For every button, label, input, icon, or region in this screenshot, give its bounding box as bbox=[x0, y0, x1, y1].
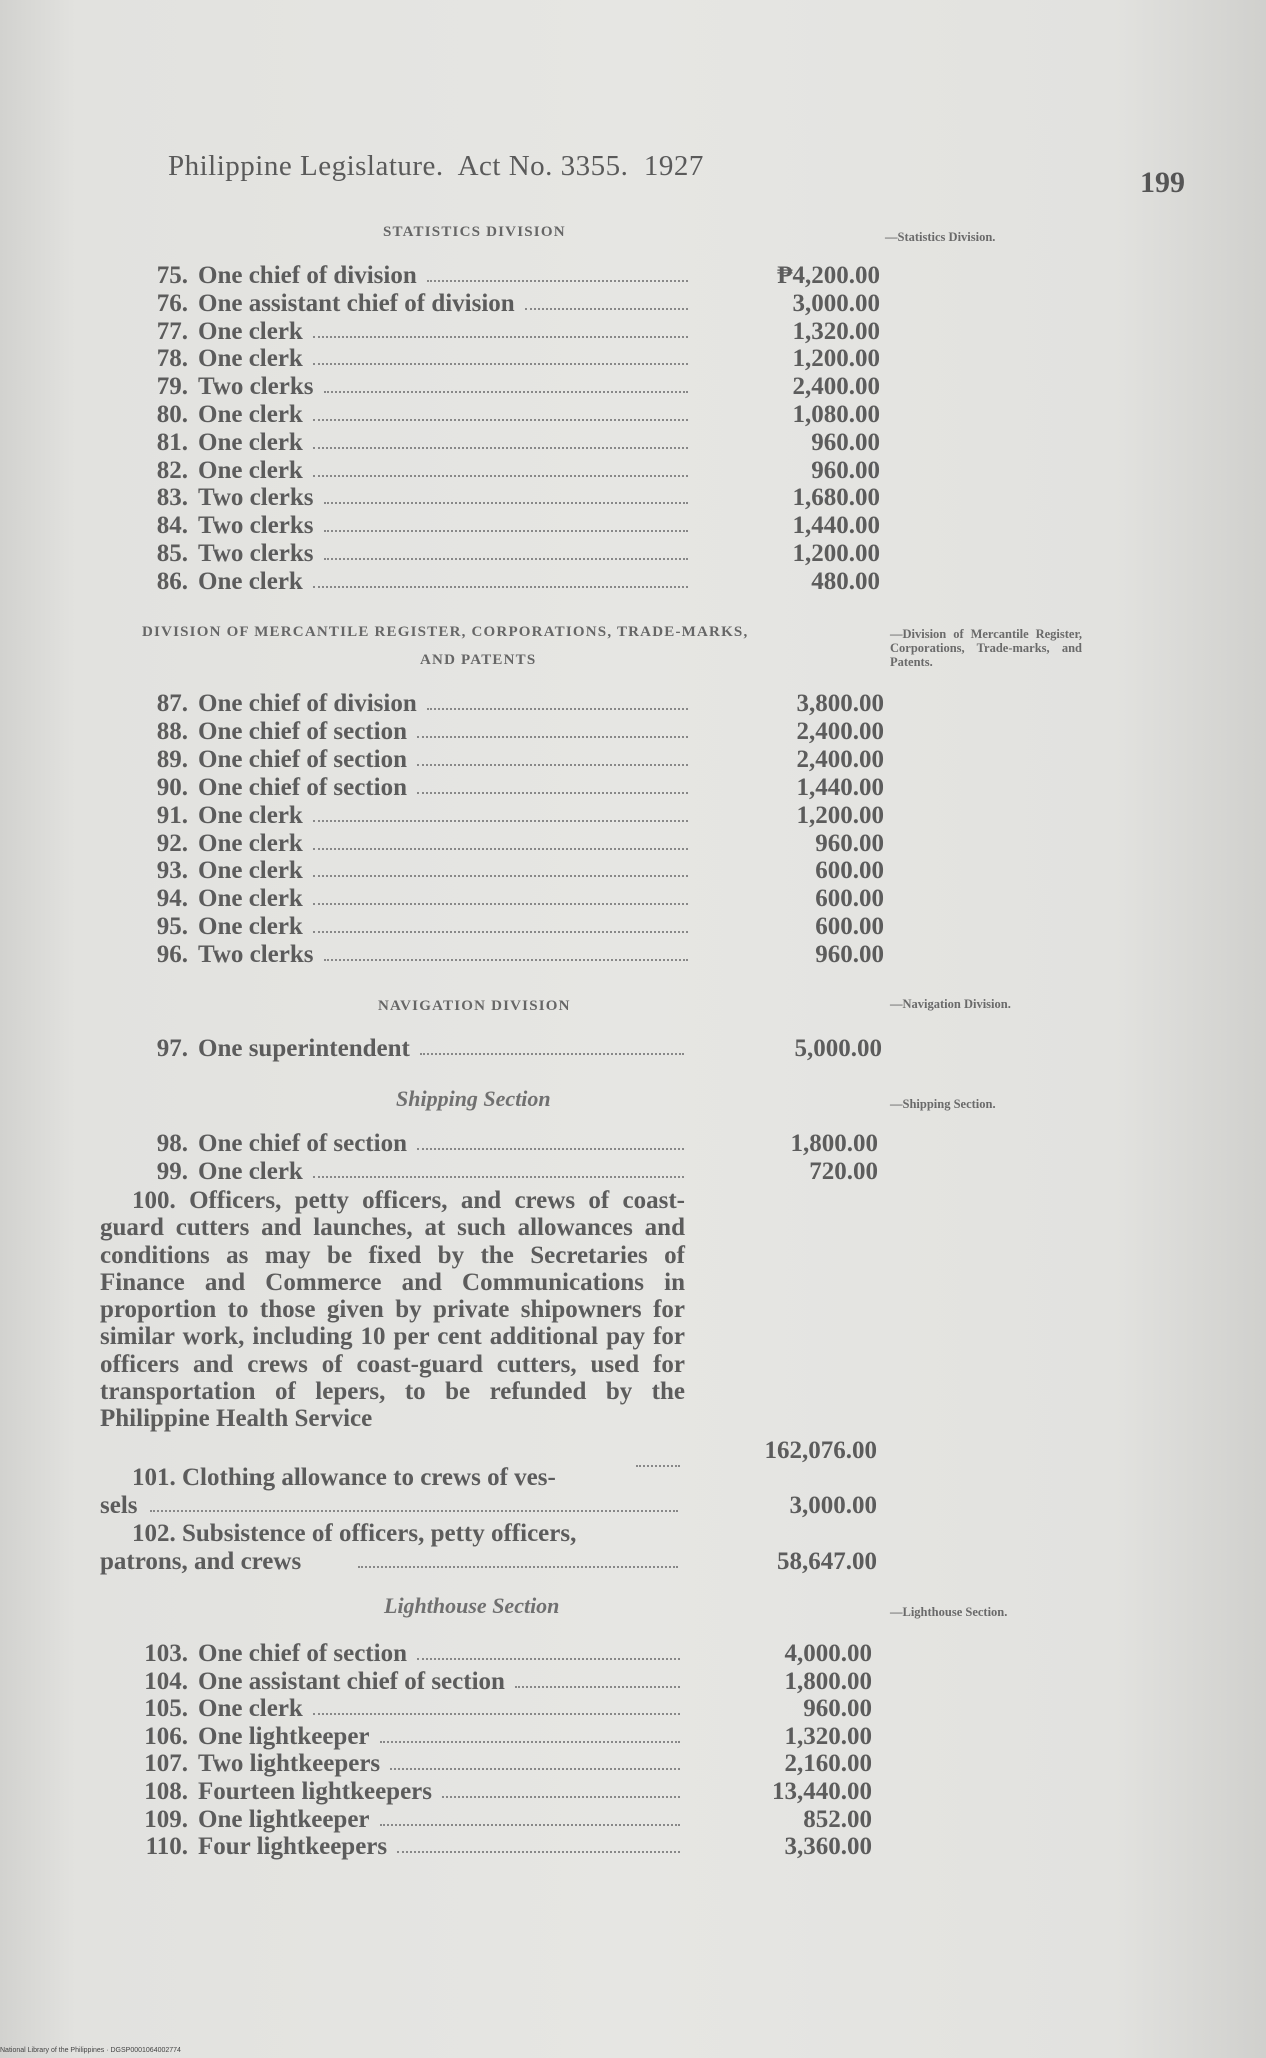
item-number: 78. bbox=[156, 345, 188, 373]
item-description: One clerk bbox=[198, 428, 303, 456]
item-amount: 1,440.00 bbox=[792, 512, 880, 540]
line-item bbox=[142, 1723, 902, 1751]
item-102-line2: patrons, and crews bbox=[100, 1548, 302, 1575]
item-number: 89. bbox=[156, 745, 188, 773]
item-amount: 960.00 bbox=[811, 456, 880, 484]
item-number: 91. bbox=[156, 801, 188, 829]
item-description: One chief of division bbox=[198, 690, 417, 717]
dot-leader bbox=[313, 1176, 684, 1178]
item-description: One clerk bbox=[198, 345, 303, 373]
lighthouse-section-title: Lighthouse Section bbox=[384, 1593, 560, 1618]
item-description: One lightkeeper bbox=[198, 1805, 370, 1833]
item-number: 81. bbox=[156, 428, 188, 456]
item-102-line1: 102. Subsistence of officers, petty officers, bbox=[132, 1520, 577, 1547]
item-amount: 1,200.00 bbox=[796, 801, 884, 829]
dot-leader bbox=[313, 903, 688, 905]
page-number: 199 bbox=[1140, 166, 1185, 199]
item-description: One clerk bbox=[198, 829, 303, 857]
item-description: One chief of section bbox=[198, 1640, 407, 1667]
dot-leader bbox=[442, 1796, 680, 1798]
item-description: One clerk bbox=[198, 885, 303, 913]
line-item bbox=[142, 802, 902, 830]
dot-leader bbox=[417, 1148, 684, 1150]
item-amount: ₱4,200.00 bbox=[777, 262, 880, 289]
dot-leader bbox=[313, 336, 688, 338]
item-101-leader bbox=[150, 1510, 678, 1512]
statistics-division-title: STATISTICS DIVISION bbox=[383, 224, 566, 240]
item-number: 79. bbox=[156, 373, 188, 401]
item-description: Two clerks bbox=[198, 540, 314, 567]
dot-leader bbox=[313, 586, 688, 588]
item-amount: 1,680.00 bbox=[792, 484, 880, 512]
dot-leader bbox=[313, 447, 688, 449]
line-item bbox=[142, 429, 902, 457]
item-number: 82. bbox=[156, 456, 188, 484]
item-amount: 3,000.00 bbox=[792, 289, 880, 317]
item-102-leader bbox=[358, 1566, 678, 1568]
item-amount: 1,080.00 bbox=[792, 401, 880, 428]
dot-leader bbox=[417, 1658, 680, 1660]
item-description: Two clerks bbox=[198, 484, 314, 512]
item-description: Two clerks bbox=[198, 941, 314, 969]
line-item bbox=[142, 1695, 902, 1723]
dot-leader bbox=[313, 820, 688, 822]
line-item bbox=[142, 401, 902, 429]
statistics-margin-note: —Statistics Division. bbox=[885, 230, 996, 244]
item-100-amount: 162,076.00 bbox=[764, 1437, 877, 1464]
dot-leader bbox=[324, 530, 689, 532]
line-item bbox=[142, 941, 902, 969]
item-description: One assistant chief of section bbox=[198, 1667, 505, 1695]
item-number: 105. bbox=[144, 1695, 188, 1723]
item-number: 77. bbox=[156, 317, 188, 345]
line-item bbox=[142, 913, 902, 941]
item-number: 110. bbox=[145, 1833, 188, 1861]
item-description: One clerk bbox=[198, 1695, 303, 1723]
item-amount: 1,200.00 bbox=[792, 540, 880, 567]
dot-leader bbox=[380, 1824, 680, 1826]
dot-leader bbox=[324, 959, 689, 961]
line-item bbox=[142, 512, 902, 540]
line-item bbox=[142, 746, 902, 774]
dot-leader bbox=[525, 308, 688, 310]
item-description: One clerk bbox=[198, 401, 303, 428]
item-number: 86. bbox=[156, 567, 188, 595]
dot-leader bbox=[420, 1053, 684, 1055]
shipping-section-title: Shipping Section bbox=[396, 1086, 551, 1111]
item-description: One assistant chief of division bbox=[198, 289, 515, 317]
item-description: One chief of section bbox=[198, 773, 407, 801]
dot-leader bbox=[324, 502, 689, 504]
line-item bbox=[142, 1778, 902, 1806]
item-number: 96. bbox=[156, 941, 188, 969]
item-description: One clerk bbox=[198, 567, 303, 595]
item-100-text: 100. Officers, petty officers, and crews of coast-guard cutters and launches, at such allowances and conditions as may be fixed by the Secretaries of Finance and Commerce and Communications in proportion to those given by private shipowners for similar work, including 10 per cent additional pay for officers and crews of coast-guard cutters, used for transportation of lepers, to be refunded by the Philippine Health Service bbox=[100, 1187, 685, 1433]
item-number: 98. bbox=[156, 1130, 188, 1157]
item-description: One chief of division bbox=[198, 262, 417, 289]
line-item bbox=[142, 1668, 902, 1696]
item-amount: 852.00 bbox=[803, 1805, 872, 1833]
navigation-margin-note: —Navigation Division. bbox=[890, 997, 1011, 1011]
dot-leader bbox=[427, 280, 688, 282]
line-item bbox=[142, 857, 902, 885]
dot-leader bbox=[417, 764, 688, 766]
item-amount: 2,400.00 bbox=[796, 745, 884, 773]
item-amount: 1,800.00 bbox=[790, 1130, 878, 1157]
item-amount: 600.00 bbox=[815, 913, 884, 941]
item-description: Two clerks bbox=[198, 373, 314, 401]
item-amount: 600.00 bbox=[815, 885, 884, 913]
dot-leader bbox=[313, 848, 688, 850]
mercantile-division-title-line2: AND PATENTS bbox=[420, 652, 537, 668]
item-amount: 1,320.00 bbox=[792, 317, 880, 345]
item-amount: 5,000.00 bbox=[794, 1035, 882, 1062]
shipping-margin-note: —Shipping Section. bbox=[890, 1097, 996, 1111]
item-amount: 960.00 bbox=[815, 941, 884, 969]
item-number: 84. bbox=[156, 512, 188, 540]
item-description: One chief of section bbox=[198, 745, 407, 773]
line-item bbox=[142, 1130, 902, 1158]
item-number: 80. bbox=[156, 401, 188, 428]
line-item bbox=[142, 830, 902, 858]
item-number: 92. bbox=[156, 829, 188, 857]
item-number: 99. bbox=[156, 1157, 188, 1185]
item-amount: 2,400.00 bbox=[796, 717, 884, 745]
line-item bbox=[142, 1806, 902, 1834]
item-amount: 1,800.00 bbox=[784, 1667, 872, 1695]
dot-leader bbox=[515, 1686, 680, 1688]
line-item bbox=[142, 1158, 902, 1186]
item-number: 85. bbox=[156, 540, 188, 567]
item-102-amount: 58,647.00 bbox=[777, 1548, 877, 1575]
item-number: 76. bbox=[156, 289, 188, 317]
dot-leader bbox=[397, 1851, 680, 1853]
item-description: One chief of section bbox=[198, 1130, 407, 1157]
item-description: One clerk bbox=[198, 317, 303, 345]
line-item bbox=[142, 373, 902, 401]
item-amount: 480.00 bbox=[811, 567, 880, 595]
item-amount: 720.00 bbox=[809, 1157, 878, 1185]
item-amount: 960.00 bbox=[811, 428, 880, 456]
dot-leader bbox=[417, 736, 688, 738]
dot-leader bbox=[313, 931, 688, 933]
dot-leader bbox=[313, 419, 688, 421]
line-item bbox=[142, 345, 902, 373]
item-amount: 3,360.00 bbox=[784, 1833, 872, 1861]
dot-leader bbox=[324, 558, 689, 560]
line-item bbox=[142, 457, 902, 485]
item-description: One clerk bbox=[198, 1157, 303, 1185]
line-item bbox=[142, 1750, 902, 1778]
item-description: One clerk bbox=[198, 857, 303, 885]
item-amount: 1,200.00 bbox=[792, 345, 880, 373]
item-amount: 1,320.00 bbox=[784, 1722, 872, 1750]
item-101-amount: 3,000.00 bbox=[789, 1492, 877, 1519]
footer-source: National Library of the Philippines · DGSP0001064002774 bbox=[0, 2047, 181, 2054]
item-number: 109. bbox=[144, 1805, 188, 1833]
mercantile-division-title-line1: DIVISION OF MERCANTILE REGISTER, CORPORATIONS, TRADE-MARKS, bbox=[142, 624, 749, 640]
dot-leader bbox=[417, 792, 688, 794]
item-description: One clerk bbox=[198, 456, 303, 484]
dot-leader bbox=[313, 363, 688, 365]
line-item bbox=[142, 318, 902, 346]
year: 1927 bbox=[643, 150, 704, 182]
dot-leader bbox=[313, 875, 688, 877]
navigation-division-title: NAVIGATION DIVISION bbox=[378, 998, 571, 1014]
item-amount: 13,440.00 bbox=[772, 1778, 872, 1805]
item-amount: 960.00 bbox=[803, 1695, 872, 1723]
mercantile-margin-note: —Division of Mercantile Register, Corporations, Trade-marks, and Patents. bbox=[890, 627, 1082, 669]
item-description: One clerk bbox=[198, 913, 303, 941]
lighthouse-margin-note: —Lighthouse Section. bbox=[890, 1605, 1008, 1619]
item-101-line1: 101. Clothing allowance to crews of ves- bbox=[132, 1464, 556, 1491]
item-number: 75. bbox=[156, 262, 188, 289]
item-number: 87. bbox=[156, 690, 188, 717]
line-item bbox=[142, 262, 902, 290]
item-description: Two lightkeepers bbox=[198, 1750, 381, 1778]
line-item bbox=[142, 484, 902, 512]
item-amount: 1,440.00 bbox=[796, 773, 884, 801]
item-number: 95. bbox=[156, 913, 188, 941]
item-description: One lightkeeper bbox=[198, 1722, 370, 1750]
item-description: Fourteen lightkeepers bbox=[198, 1778, 432, 1805]
dot-leader bbox=[313, 1713, 680, 1715]
line-item bbox=[142, 1035, 902, 1063]
line-item bbox=[142, 718, 902, 746]
item-number: 90. bbox=[156, 773, 188, 801]
item-amount: 960.00 bbox=[815, 829, 884, 857]
line-item bbox=[142, 690, 902, 718]
item-description: Two clerks bbox=[198, 512, 314, 540]
item-description: One chief of section bbox=[198, 717, 407, 745]
item-100-leader bbox=[636, 1465, 680, 1467]
item-description: One superintendent bbox=[198, 1035, 410, 1062]
running-title: Philippine Legislature. bbox=[168, 150, 444, 182]
item-number: 103. bbox=[144, 1640, 188, 1667]
item-amount: 4,000.00 bbox=[784, 1640, 872, 1667]
running-header bbox=[168, 150, 704, 183]
line-item bbox=[142, 290, 902, 318]
item-amount: 3,800.00 bbox=[796, 690, 884, 717]
item-number: 106. bbox=[144, 1722, 188, 1750]
item-description: Four lightkeepers bbox=[198, 1833, 388, 1861]
item-number: 104. bbox=[144, 1667, 188, 1695]
dot-leader bbox=[313, 475, 688, 477]
item-number: 88. bbox=[156, 717, 188, 745]
item-amount: 2,160.00 bbox=[784, 1750, 872, 1778]
item-101-line2: sels bbox=[100, 1492, 138, 1519]
item-number: 108. bbox=[144, 1778, 188, 1805]
item-description: One clerk bbox=[198, 801, 303, 829]
item-amount: 2,400.00 bbox=[792, 373, 880, 401]
line-item bbox=[142, 774, 902, 802]
item-number: 93. bbox=[156, 857, 188, 885]
line-item bbox=[142, 1640, 902, 1668]
line-item bbox=[142, 568, 902, 596]
line-item bbox=[142, 540, 902, 568]
line-item bbox=[142, 1833, 902, 1861]
dot-leader bbox=[380, 1741, 680, 1743]
act-number: Act No. 3355. bbox=[457, 150, 629, 182]
dot-leader bbox=[427, 708, 688, 710]
item-number: 83. bbox=[156, 484, 188, 512]
item-number: 97. bbox=[156, 1035, 188, 1062]
dot-leader bbox=[390, 1768, 680, 1770]
item-amount: 600.00 bbox=[815, 857, 884, 885]
line-item bbox=[142, 885, 902, 913]
dot-leader bbox=[324, 391, 689, 393]
item-number: 94. bbox=[156, 885, 188, 913]
item-number: 107. bbox=[144, 1750, 188, 1778]
